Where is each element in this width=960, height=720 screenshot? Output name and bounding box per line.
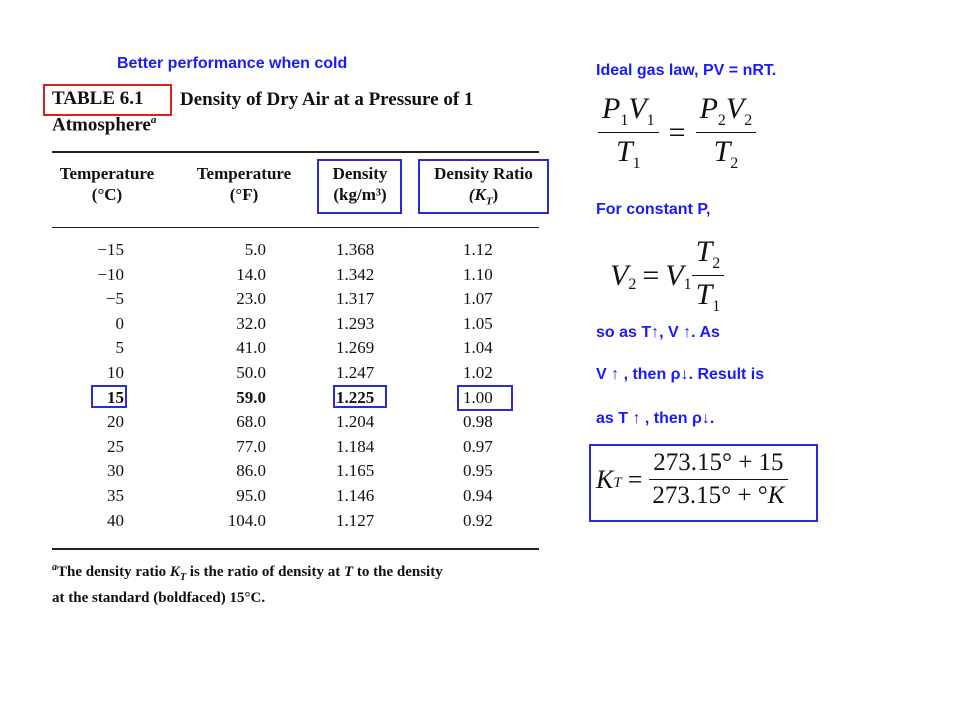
standard-ratio-highlight xyxy=(457,385,513,411)
table-cell-fahrenheit: 77.0 xyxy=(236,436,266,456)
table-cell-density: 1.247 xyxy=(336,362,375,382)
standard-celsius-highlight xyxy=(91,385,127,408)
relation-line-1: so as T↑, V ↑. As xyxy=(596,324,720,341)
table-cell-density: 1.127 xyxy=(336,510,375,530)
table-cell-celsius: −10 xyxy=(97,264,124,284)
table-top-rule xyxy=(52,151,539,153)
table-cell-density: 1.293 xyxy=(336,313,375,333)
table-cell-celsius: −5 xyxy=(105,289,124,309)
table-cell-density: 1.368 xyxy=(336,240,375,259)
table-cell-fahrenheit: 32.0 xyxy=(236,313,266,333)
equation-charles-law: V $_2$ = V $_1$ $\frac{T_2}{T_1}$ xyxy=(610,235,724,316)
table-cell-density: 1.184 xyxy=(336,436,375,456)
equation-density-ratio: K T = $\frac{273.15^\circ + 15}{273.15^\circ + ^\circ K}$ xyxy=(596,449,788,510)
column-fahrenheit xyxy=(196,238,266,533)
table-cell-celsius: 10 xyxy=(107,362,124,382)
constant-pressure-text: For constant P, xyxy=(596,201,711,218)
table-cell-ratio: 1.12 xyxy=(463,240,493,259)
heading-better-performance: Better performance when cold xyxy=(117,55,348,72)
table-cell-fahrenheit: 5.0 xyxy=(244,240,266,259)
table-cell-density: 1.342 xyxy=(336,264,375,284)
table-cell-ratio: 1.05 xyxy=(463,313,493,333)
table-cell-density: 1.269 xyxy=(336,338,375,358)
table-cell-density: 1.225 xyxy=(336,387,375,407)
table-cell-density: 1.165 xyxy=(336,461,375,481)
table-cell-celsius: 30 xyxy=(107,461,124,481)
header-celsius: Temperature (°C) xyxy=(59,164,155,204)
table-cell-ratio: 1.02 xyxy=(463,362,493,382)
table-cell-ratio: 1.04 xyxy=(463,338,493,358)
table-title-line2: Atmosphere$^a$ xyxy=(52,114,157,136)
standard-density-highlight xyxy=(333,385,387,408)
table-cell-ratio: 0.98 xyxy=(463,412,493,432)
equation-combined-gas-law: $\frac{P_1V_1}{T_1}$ = $\frac{P_2V_2}{T_2}$ xyxy=(598,92,756,173)
header-fahrenheit: Temperature (°F) xyxy=(196,164,292,204)
table-cell-ratio: 0.95 xyxy=(463,461,493,481)
table-cell-celsius: 5 xyxy=(115,338,124,358)
table-bottom-rule xyxy=(52,548,539,550)
table-cell-fahrenheit: 68.0 xyxy=(236,412,266,432)
table-cell-fahrenheit: 86.0 xyxy=(236,461,266,481)
table-cell-ratio: 1.07 xyxy=(463,289,493,309)
table-cell-fahrenheit: 50.0 xyxy=(236,362,266,382)
table-cell-fahrenheit: 104.0 xyxy=(227,510,266,530)
table-cell-fahrenheit: 23.0 xyxy=(236,289,266,309)
table-cell-celsius: 0 xyxy=(115,313,124,333)
relation-line-3: as T ↑ , then ρ↓. xyxy=(596,410,715,427)
table-cell-fahrenheit: 41.0 xyxy=(236,338,266,358)
table-cell-celsius: 25 xyxy=(107,436,124,456)
table-cell-ratio: 1.00 xyxy=(463,387,493,407)
table-cell-density: 1.146 xyxy=(336,485,375,505)
table-cell-ratio: 1.10 xyxy=(463,264,493,284)
table-header-rule xyxy=(52,227,539,228)
ideal-gas-law-text: Ideal gas law, PV = nRT. xyxy=(596,62,777,79)
table-cell-fahrenheit: 95.0 xyxy=(236,485,266,505)
table-cell-density: 1.204 xyxy=(336,412,375,432)
header-density-ratio: Density Ratio $(K_T)$ xyxy=(434,164,533,208)
header-density: Density (kg/m³) xyxy=(332,164,388,204)
table-cell-density: 1.317 xyxy=(336,289,375,309)
table-cell-ratio: 0.97 xyxy=(463,436,493,456)
table-cell-celsius: 20 xyxy=(107,412,124,432)
table-cell-fahrenheit: 59.0 xyxy=(236,387,266,407)
table-title: Density of Dry Air at a Pressure of 1 xyxy=(180,89,474,110)
table-label: TABLE 6.1 xyxy=(52,88,144,109)
relation-line-2: V ↑ , then ρ↓. Result is xyxy=(596,366,765,383)
table-cell-ratio: 0.94 xyxy=(463,485,493,505)
table-cell-fahrenheit: 14.0 xyxy=(236,264,266,284)
table-cell-celsius: 15 xyxy=(107,387,124,407)
table-cell-celsius: 35 xyxy=(107,485,124,505)
table-cell-ratio: 0.92 xyxy=(463,510,493,530)
table-cell-celsius: −15 xyxy=(97,240,124,259)
table-cell-celsius: 40 xyxy=(107,510,124,530)
table-footnote: $^a$The density ratio $K_T$ is the ratio of density at T to the density at the standard (boldfaced) 15°C. xyxy=(52,562,443,606)
